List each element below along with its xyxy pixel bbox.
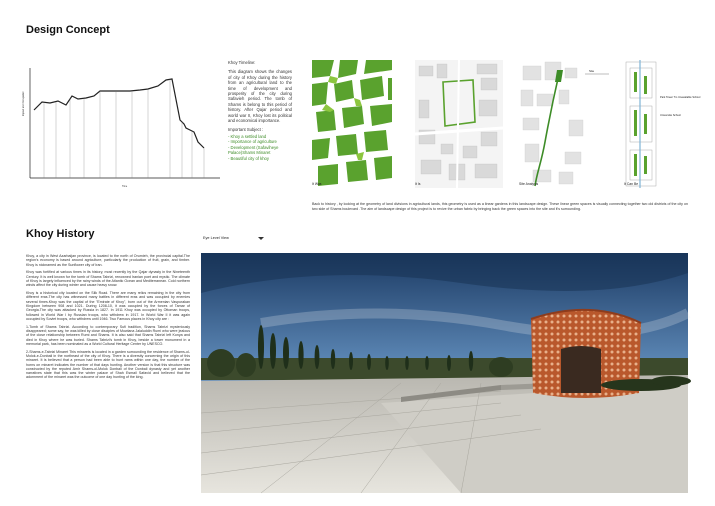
subject-item: - Importance of agriculture: [228, 139, 277, 145]
caption-site-analysis: Site Analysis: [519, 182, 539, 186]
caption-it-was: It Was: [312, 182, 322, 186]
history-paragraph: Khoy is a historical city located on the Silk Road. There are many relics remaining in the city from different eras.The city has witnessed many battles in different eras and was occupied by enemies several times.Khoy was the capital of the "Emirate of Khoy", born out of the Armenian Vaspurakan Kingdom between 908 and 1021. During 1208-10, it was occupied by the forces of Tamar of Georgia.The city was attacked by Russia in 1827. In 1911 Khoy was occupied by Ottoman troops, followed in World War I by Russian troops, who withdrew in 1917. In World War II it was again occupied by Soviet troops, who withdrew until 1946. Two Famous places in Khoy city are :: [26, 291, 190, 321]
history-paragraph: Khoy, a city in West Azarbaijan province, is located to the north of Orumieh, the provincial capital.The region's economy is based around agriculture, particularly the production of fruit, grain, and timber. Khoy is nicknamed as the Sunflower city of Iran.: [26, 254, 190, 267]
history-paragraph: 2-Shams-e-Tabrizi Minaret This minarets is located in a garden surrounding the residence of Shams-ol-Molok-e-Donbali in the northeast of the city of Khoy. There is a diversity concerning the origin of this minaret. It is believed that a person had been able to hunt rams within one day, the number of the horns on minaret indicates the number of that days hunting. Another version is that this structure was constructed by the reputed Amir Shams-ol-Molok Donbali of the Donbali dynasty and yet another narratives state that this was the winter palace of Shah Esmail Safavid and believed that the adornment of the minaret was the outcome of one day hunting of the king.: [26, 349, 190, 380]
khoy-history-heading: Khoy History: [26, 228, 95, 240]
timeline-ylabel: Impact and Occupation: [22, 91, 25, 116]
park-label: Park Tower Tm Unavailable School: [660, 96, 701, 99]
university-label: Universitie School: [660, 114, 681, 117]
site-label: Site: [589, 69, 595, 73]
subject-item: - Khoy a settled land: [228, 133, 267, 139]
eye-level-render: [201, 253, 688, 493]
timeline-curve: [34, 79, 204, 148]
khoy-history-text: [26, 254, 190, 383]
it-was-diagram: [312, 60, 392, 188]
caption-it-can-be: It Can Be: [624, 182, 639, 186]
history-timeline-chart: [20, 58, 225, 193]
it-can-be-diagram: [624, 60, 701, 188]
khoy-timeline-body: This diagram shows the changes of city of Khoy during the history from an agricultural land to the time of development and prosperity of the city during Safavieh period. The tomb of Shams is belong to this period of history. After Qajar period and world war II, Khoy lost its political and economical importance.: [228, 69, 292, 124]
it-is-diagram: [415, 60, 503, 188]
history-paragraph: Khoy was fortified at various times in its history, most recently by the Qajar dynasty in the Nineteenth Century. It is well known for the tomb of Shams Tabrizi, renowned Iranian poet and mystic. The climate of Khoy is largely influenced by the rainy winds of the Atlantic Ocean and Mediterranean. Cold northern winds affect the city during winter and cause heavy snow.: [26, 270, 190, 288]
caption-it-is: It Is: [415, 182, 421, 186]
design-concept-paragraph: Back to history , by looking at the geometry of land divisions in agricultural lands, this geometry is used as a linear gardens in this landscape design. These linear green spaces is visually connecting together two old districts of the city on two side of Shams boulevard .The aim of landscape design of this project is to revive the urban fabric by bringing back the green spaces into the site and it's surrounding.: [312, 202, 688, 211]
history-paragraph: 1-Tomb of Shams Tabrizi. According to contemporary Sufi tradition, Shams Tabrizi mysteriously disappeared; some say, he was killed by close disciples of Mowlana Jalaluddin Rumi who were jealous of the close relationship between Rumi and Shams. It is also said that Shams Tabrizi left Konya and died in Khoy where he was buried. Shams Tabrizi's tomb in Khoy, beside a tower monument in a memorial park, has been nominated as a World Cultural Heritage Center by UNESCO.: [26, 324, 190, 346]
subject-item: - Development (Safaviheye: [228, 144, 279, 150]
khoy-timeline-text: [228, 60, 292, 161]
timeline-xlabel: Time: [122, 185, 128, 188]
subject-item: - Beautiful city of khoy: [228, 155, 269, 161]
important-subject-label: Important Subject :: [228, 127, 264, 133]
khoy-timeline-title: Khoy Timeline:: [228, 60, 256, 65]
subject-item: Palace)Shams Minaret: [228, 150, 271, 156]
eye-level-view-label: Eye Level View: [203, 236, 229, 240]
design-concept-heading: Design Concept: [26, 24, 110, 36]
site-analysis-diagram: [519, 60, 613, 188]
dropdown-arrow-icon[interactable]: [258, 237, 264, 240]
